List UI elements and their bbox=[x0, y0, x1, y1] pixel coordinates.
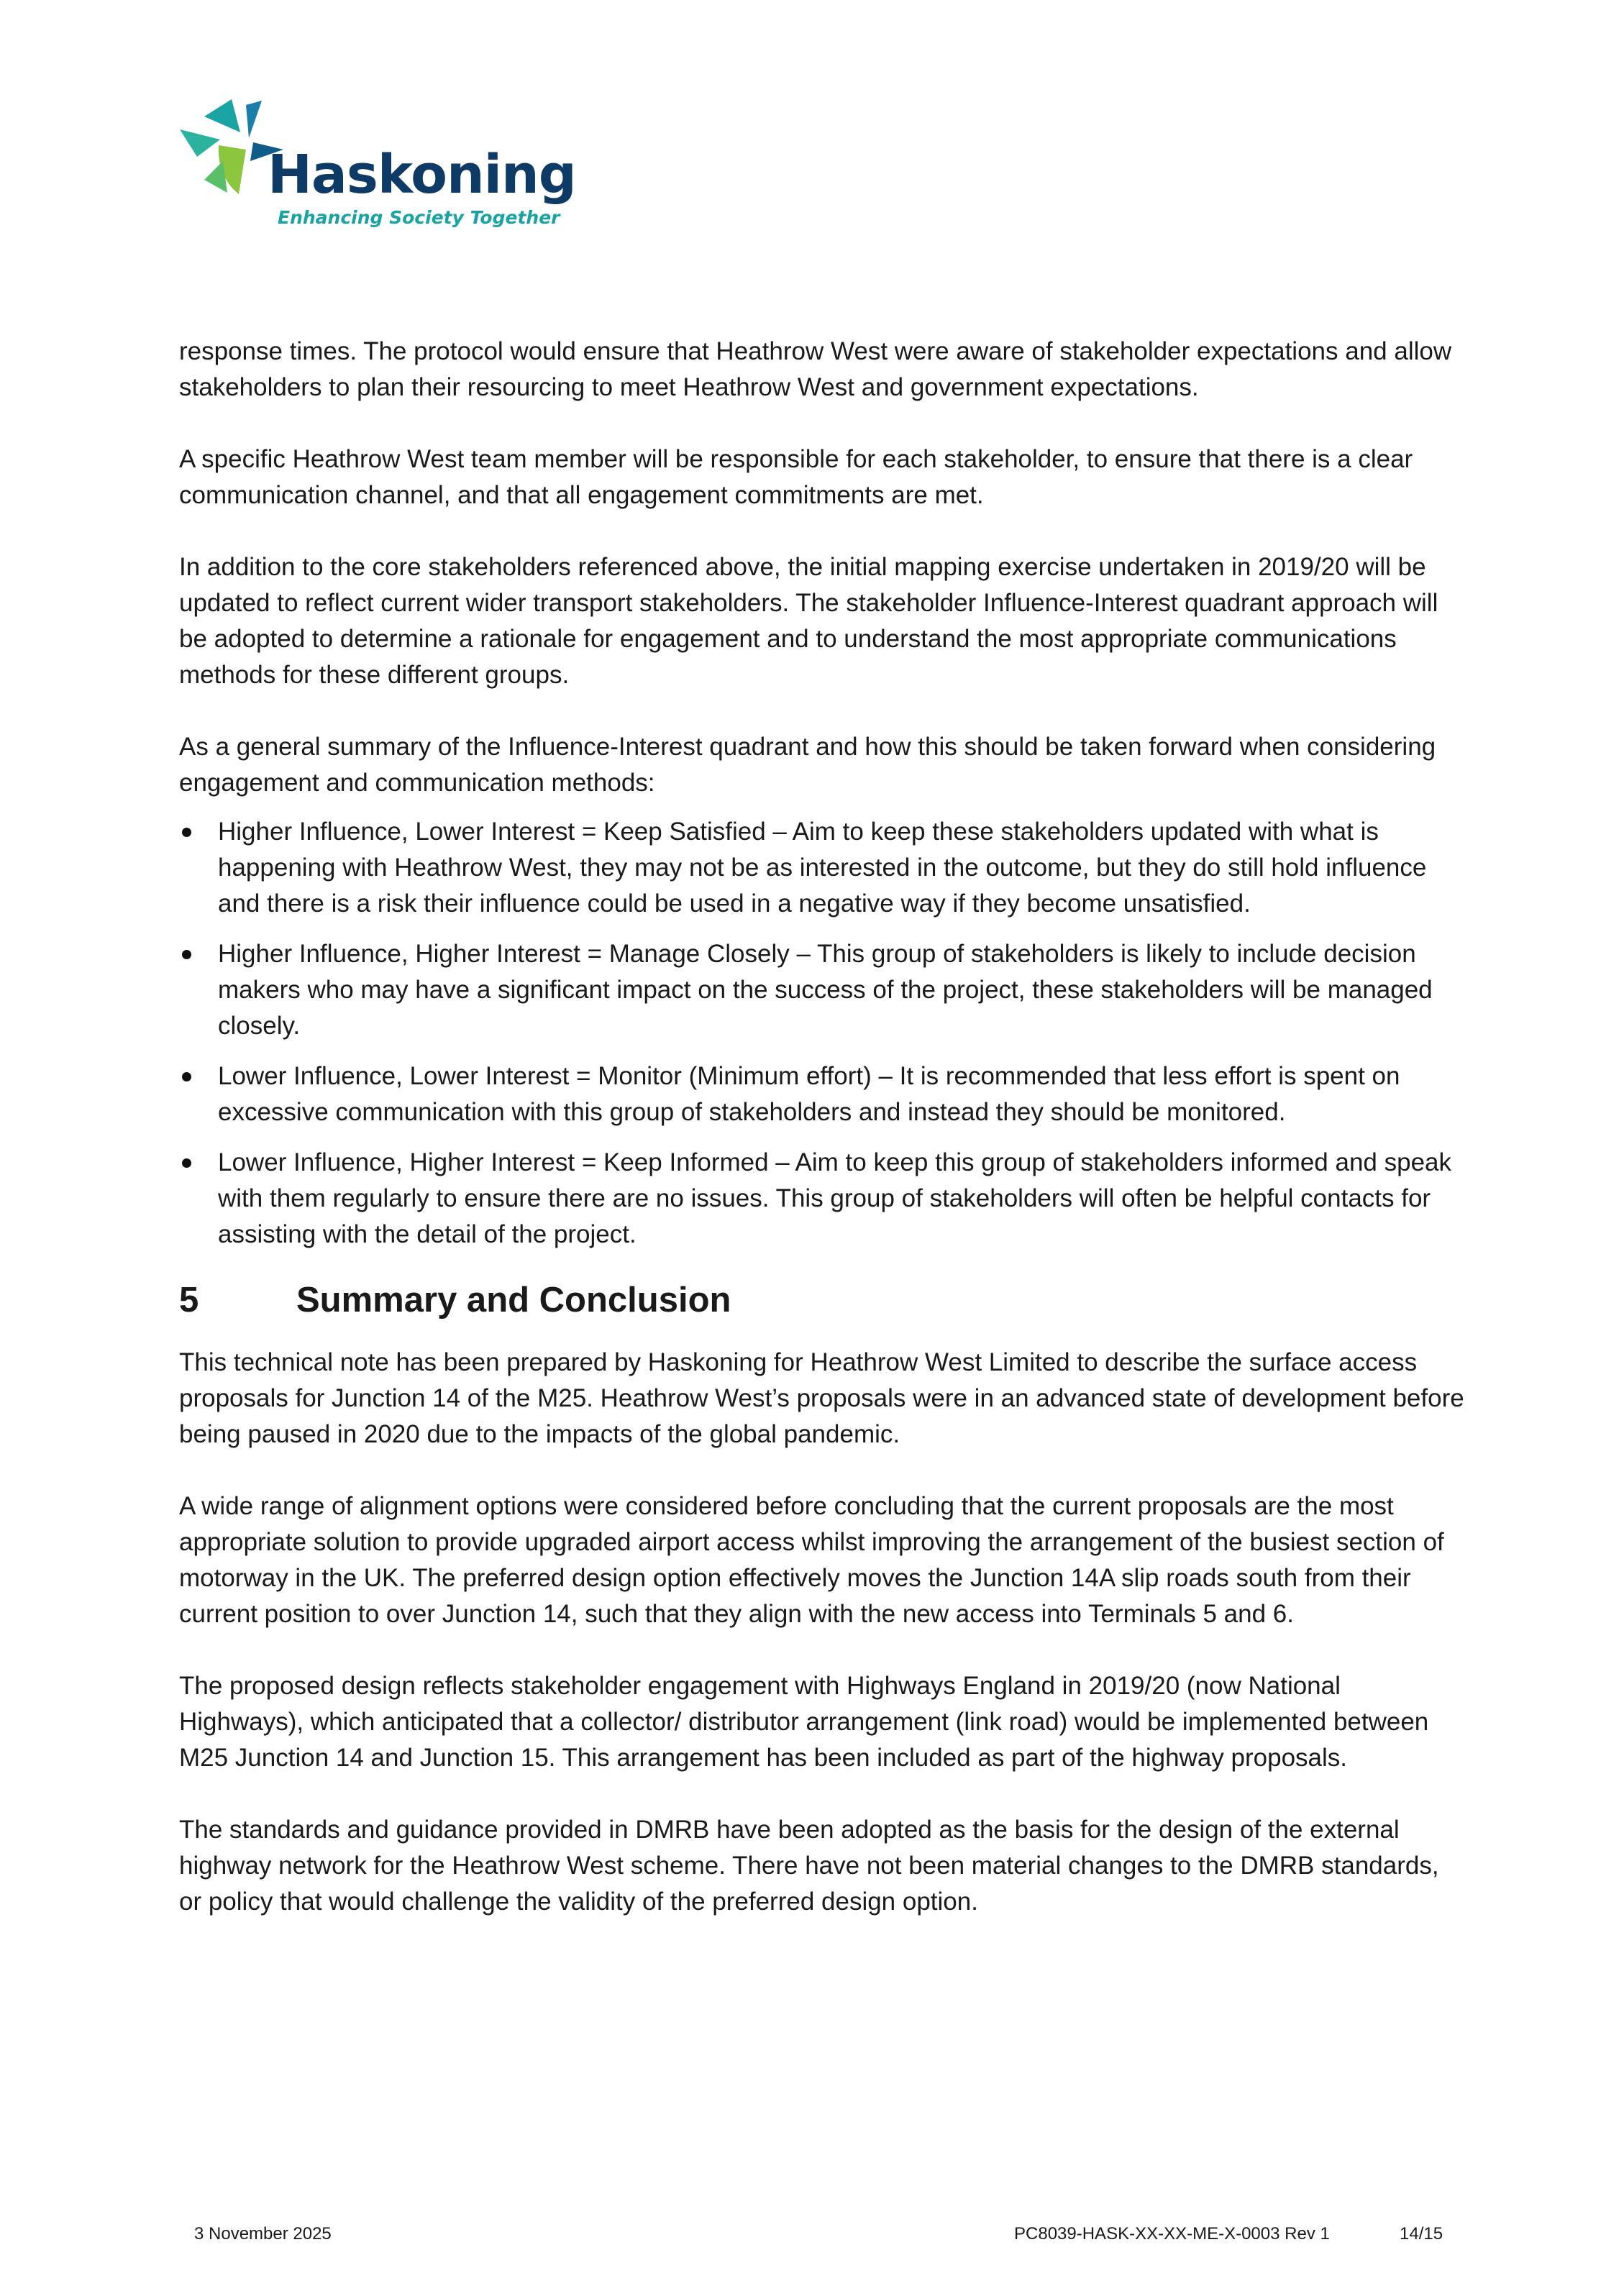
paragraph-dmrb-standards: The standards and guidance provided in DMRB have been adopted as the basis for the design of the external highway network for the Heathrow West scheme. There have not been material changes to the DMRB standards, or policy that would challenge the validity of the preferred design option. bbox=[179, 1816, 1439, 1916]
paragraph-team-member: A specific Heathrow West team member will be responsible for each stakeholder, to ensure that there is a clear communication channel, and that all engagement commitments are met. bbox=[179, 445, 1413, 509]
list-item bbox=[179, 1058, 1466, 1130]
logo-wordmark: Haskoning bbox=[268, 144, 576, 206]
bullet-icon bbox=[182, 950, 191, 959]
bullet-text: Lower Influence, Higher Interest = Keep Informed – Aim to keep this group of stakeholders informed and speak with them regularly to ensure there are no issues. This group of stakeholders will often be helpful contacts for assisting with the detail of the project. bbox=[218, 1148, 1452, 1248]
list-item bbox=[179, 814, 1466, 922]
section-number: 5 bbox=[179, 1281, 199, 1319]
paragraph-alignment-options: A wide range of alignment options were considered before concluding that the current proposals are the most appropriate solution to provide upgraded airport access whilst improving the arrangement of the busiest section of motorway in the UK. The preferred design option effectively moves the Junction 14A slip roads south from their current position to over Junction 14, such that they align with the new access into Terminals 5 and 6. bbox=[179, 1492, 1444, 1628]
paragraph-summary-intro: This technical note has been prepared by Haskoning for Heathrow West Limited to describe the surface access proposals for Junction 14 of the M25. Heathrow West’s proposals were in an advanced state of development before being paused in 2020 due to the impacts of the global pandemic. bbox=[179, 1348, 1464, 1448]
bullet-text: Higher Influence, Higher Interest = Manage Closely – This group of stakeholders is likely to include decision makers who may have a significant impact on the success of the project, these stakeholders will be managed closely. bbox=[218, 940, 1433, 1040]
footer-date: 3 November 2025 bbox=[194, 2224, 332, 2244]
footer-page-number: 14/15 bbox=[1400, 2224, 1443, 2244]
footer-document-reference: PC8039-HASK-XX-XX-ME-X-0003 Rev 1 bbox=[1014, 2224, 1330, 2244]
bullet-text: Lower Influence, Lower Interest = Monitor (Minimum effort) – It is recommended that less effort is spent on excessive communication with this group of stakeholders and instead they should be monitored. bbox=[218, 1062, 1400, 1126]
list-item bbox=[179, 1145, 1466, 1253]
document-body bbox=[179, 334, 1466, 1956]
company-logo bbox=[175, 95, 576, 239]
paragraph-quadrant-summary: As a general summary of the Influence-Interest quadrant and how this should be taken forward when considering engagement and communication methods: bbox=[179, 733, 1436, 797]
bullet-icon bbox=[182, 828, 191, 837]
bullet-icon bbox=[182, 1072, 191, 1081]
section-title: Summary and Conclusion bbox=[296, 1281, 731, 1319]
list-item bbox=[179, 936, 1466, 1044]
logo-tagline: Enhancing Society Together bbox=[278, 207, 560, 228]
paragraph-stakeholder-engagement: The proposed design reflects stakeholder engagement with Highways England in 2019/20 (now National Highways), which anticipated that a collector/ distributor arrangement (link road) would be implemented between M25 Junction 14 and Junction 15. This arrangement has been included as part of the highway proposals. bbox=[179, 1672, 1429, 1772]
bullet-text: Higher Influence, Lower Interest = Keep Satisfied – Aim to keep these stakeholders updated with what is happening with Heathrow West, they may not be as interested in the outcome, but they do still hold influence and there is a risk their influence could be used in a negative way if they become unsatisfied. bbox=[218, 818, 1427, 918]
quadrant-bullet-list bbox=[179, 814, 1466, 1253]
paragraph-response-times: response times. The protocol would ensure that Heathrow West were aware of stakeholder expectations and allow stakeholders to plan their resourcing to meet Heathrow West and government expectations. bbox=[179, 337, 1452, 401]
paragraph-mapping-exercise: In addition to the core stakeholders referenced above, the initial mapping exercise undertaken in 2019/20 will be updated to reflect current wider transport stakeholders. The stakeholder Influence-Interest quadrant approach will be adopted to determine a rationale for engagement and to understand the most appropriate communications methods for these different groups. bbox=[179, 553, 1438, 689]
bullet-icon bbox=[182, 1158, 191, 1168]
section-heading bbox=[179, 1277, 1466, 1323]
